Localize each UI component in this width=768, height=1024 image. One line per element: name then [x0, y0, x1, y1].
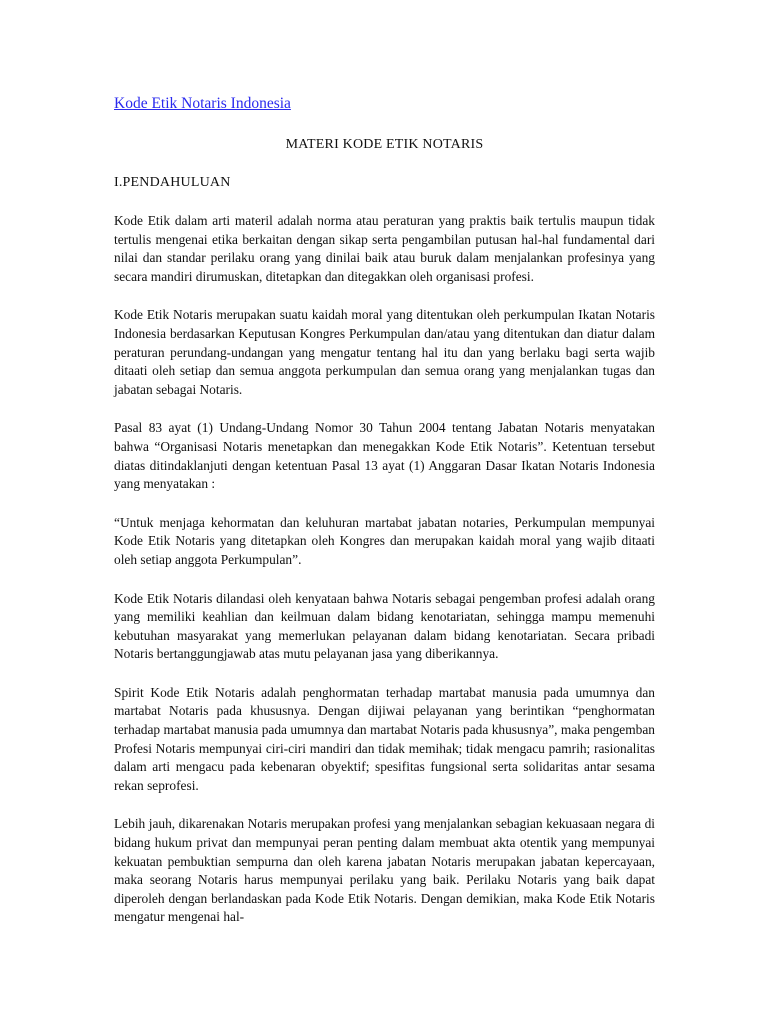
section-heading: I.PENDAHULUAN: [114, 175, 231, 190]
document-title-link[interactable]: Kode Etik Notaris Indonesia: [114, 95, 291, 112]
paragraph: Kode Etik Notaris merupakan suatu kaidah moral yang ditentukan oleh perkumpulan Ikatan Notaris Indonesia berdasarkan Keputusan Kongres Perkumpulan dan/atau yang ditentukan dan diatur dalam peraturan perundang-undangan yang mengatur tentang hal itu dan yang berlaku bagi serta wajib ditaati oleh setiap dan semua anggota perkumpulan dan semua orang yang menjalankan tugas dan jabatan sebagai Notaris.: [114, 307, 655, 397]
paragraph: Kode Etik dalam arti materil adalah norma atau peraturan yang praktis baik tertulis maupun tidak tertulis mengenai etika berkaitan dengan sikap serta pengambilan putusan hal-hal fundamental dari nilai dan standar perilaku orang yang dinilai baik atau buruk dalam menjalankan profesinya yang secara mandiri dirumuskan, ditetapkan dan ditegakkan oleh organisasi profesi.: [114, 213, 655, 284]
quoted-paragraph: “Untuk menjaga kehormatan dan keluhuran martabat jabatan notaries, Perkumpulan mempunyai Kode Etik Notaris yang ditetapkan oleh Kongres dan merupakan kaidah moral yang wajib ditaati oleh setiap anggota Perkumpulan”.: [114, 514, 655, 567]
document-heading: MATERI KODE ETIK NOTARIS: [285, 137, 484, 152]
paragraph: Lebih jauh, dikarenakan Notaris merupakan profesi yang menjalankan sebagian kekuasaan negara di bidang hukum privat dan mempunyai peran penting dalam membuat akta otentik yang mempunyai kekuatan pembuktian sempurna dan oleh karena jabatan Notaris merupakan jabatan kepercayaan, maka seorang Notaris harus mempunyai perilaku yang baik. Perilaku Notaris yang baik dapat diperoleh dengan berlandaskan pada Kode Etik Notaris. Dengan demikian, maka Kode Etik Notaris mengatur mengenai hal-: [114, 816, 655, 925]
document-page: [114, 94, 655, 927]
paragraph: Pasal 83 ayat (1) Undang-Undang Nomor 30 Tahun 2004 tentang Jabatan Notaris menyatakan bahwa “Organisasi Notaris menetapkan dan menegakkan Kode Etik Notaris”. Ketentuan tersebut diatas ditindaklanjuti dengan ketentuan Pasal 13 ayat (1) Anggaran Dasar Ikatan Notaris Indonesia yang menyatakan :: [114, 420, 655, 492]
paragraph: Spirit Kode Etik Notaris adalah penghormatan terhadap martabat manusia pada umumnya dan martabat Notaris pada khususnya. Dengan dijiwai pelayanan yang berintikan “penghormatan terhadap martabat manusia pada umumnya dan martabat Notaris pada khususnya”, maka pengemban Profesi Notaris mempunyai ciri-ciri mandiri dan tidak memihak; tidak mengacu pamrih; rasionalitas dalam arti mengacu pada kebenaran obyektif; spesifitas fungsional serta solidaritas antar sesama rekan seprofesi.: [114, 684, 655, 793]
paragraph: Kode Etik Notaris dilandasi oleh kenyataan bahwa Notaris sebagai pengemban profesi adalah orang yang memiliki keahlian dan keilmuan dalam bidang kenotariatan, sehingga mampu memenuhi kebutuhan masyarakat yang memerlukan pelayanan dalam bidang kenotariatan. Secara pribadi Notaris bertanggungjawab atas mutu pelayanan jasa yang diberikannya.: [114, 590, 655, 662]
